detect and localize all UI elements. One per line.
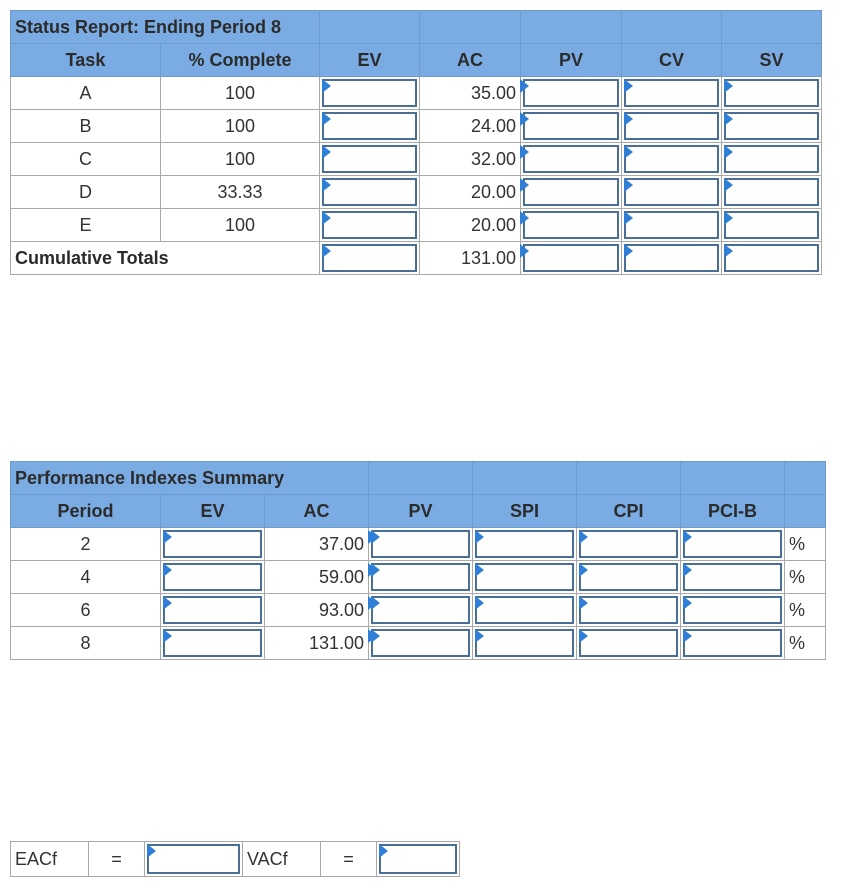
ac-cell: 59.00 <box>265 561 369 594</box>
sv-total-input[interactable] <box>722 242 822 275</box>
percent-unit: % <box>785 627 826 660</box>
task-cell: D <box>11 176 161 209</box>
period-cell: 8 <box>11 627 161 660</box>
ac-cell: 93.00 <box>265 594 369 627</box>
status-report-table <box>10 10 822 275</box>
table-row <box>11 561 826 594</box>
col-header-sv: SV <box>722 44 822 77</box>
pv-total-input[interactable] <box>521 242 622 275</box>
pci-b-input[interactable] <box>681 627 785 660</box>
percent-unit: % <box>785 594 826 627</box>
task-cell: B <box>11 110 161 143</box>
ac-cell: 32.00 <box>420 143 521 176</box>
period-cell: 6 <box>11 594 161 627</box>
pv-input[interactable] <box>521 176 622 209</box>
table-row <box>11 627 826 660</box>
pci-b-input[interactable] <box>681 528 785 561</box>
table-row <box>11 110 822 143</box>
spi-input[interactable] <box>473 528 577 561</box>
table-row <box>11 209 822 242</box>
cv-input[interactable] <box>622 209 722 242</box>
percent-unit: % <box>785 561 826 594</box>
ev-input[interactable] <box>161 528 265 561</box>
sv-input[interactable] <box>722 110 822 143</box>
pci-b-input[interactable] <box>681 594 785 627</box>
pv-input[interactable] <box>369 528 473 561</box>
table-row <box>11 77 822 110</box>
ev-input[interactable] <box>320 209 420 242</box>
forecast-table <box>10 841 460 877</box>
table-row <box>11 528 826 561</box>
pv-input[interactable] <box>521 110 622 143</box>
task-cell: E <box>11 209 161 242</box>
ac-cell: 35.00 <box>420 77 521 110</box>
ac-cell: 37.00 <box>265 528 369 561</box>
col-header-period: Period <box>11 495 161 528</box>
cpi-input[interactable] <box>577 594 681 627</box>
col-header-cv: CV <box>622 44 722 77</box>
ev-input[interactable] <box>320 77 420 110</box>
ac-cell: 131.00 <box>265 627 369 660</box>
sv-input[interactable] <box>722 77 822 110</box>
equals-sign: = <box>321 842 377 877</box>
cv-input[interactable] <box>622 110 722 143</box>
cv-input[interactable] <box>622 176 722 209</box>
ev-total-input[interactable] <box>320 242 420 275</box>
col-header-ev: EV <box>161 495 265 528</box>
pv-input[interactable] <box>369 627 473 660</box>
col-header-pv: PV <box>369 495 473 528</box>
cpi-input[interactable] <box>577 627 681 660</box>
ac-cell: 20.00 <box>420 176 521 209</box>
status-report-title: Status Report: Ending Period 8 <box>11 11 320 44</box>
pct-complete-cell: 100 <box>161 209 320 242</box>
ac-total-cell: 131.00 <box>420 242 521 275</box>
eacf-input[interactable] <box>145 842 243 877</box>
col-header-cpi: CPI <box>577 495 681 528</box>
cv-input[interactable] <box>622 143 722 176</box>
pci-b-input[interactable] <box>681 561 785 594</box>
cpi-input[interactable] <box>577 561 681 594</box>
pct-complete-cell: 100 <box>161 77 320 110</box>
cv-input[interactable] <box>622 77 722 110</box>
ac-cell: 20.00 <box>420 209 521 242</box>
col-header-spi: SPI <box>473 495 577 528</box>
col-header-ac: AC <box>420 44 521 77</box>
performance-summary-title: Performance Indexes Summary <box>11 462 369 495</box>
forecast-row <box>11 842 460 877</box>
table-row <box>11 176 822 209</box>
ev-input[interactable] <box>161 594 265 627</box>
col-header-ac: AC <box>265 495 369 528</box>
equals-sign: = <box>89 842 145 877</box>
task-cell: A <box>11 77 161 110</box>
pct-complete-cell: 33.33 <box>161 176 320 209</box>
pct-complete-cell: 100 <box>161 143 320 176</box>
vacf-input[interactable] <box>377 842 460 877</box>
ev-input[interactable] <box>161 627 265 660</box>
cumulative-totals-label: Cumulative Totals <box>11 242 320 275</box>
col-header-pci-b: PCI-B <box>681 495 785 528</box>
pv-input[interactable] <box>521 77 622 110</box>
col-header-pv: PV <box>521 44 622 77</box>
totals-row <box>11 242 822 275</box>
eacf-label: EACf <box>11 842 89 877</box>
spi-input[interactable] <box>473 627 577 660</box>
col-header-pct-complete: % Complete <box>161 44 320 77</box>
ev-input[interactable] <box>161 561 265 594</box>
ev-input[interactable] <box>320 110 420 143</box>
table-row <box>11 594 826 627</box>
period-cell: 2 <box>11 528 161 561</box>
pv-input[interactable] <box>369 561 473 594</box>
cv-total-input[interactable] <box>622 242 722 275</box>
spi-input[interactable] <box>473 561 577 594</box>
ev-input[interactable] <box>320 176 420 209</box>
vacf-label: VACf <box>243 842 321 877</box>
pv-input[interactable] <box>521 209 622 242</box>
task-cell: C <box>11 143 161 176</box>
performance-indexes-table <box>10 461 826 660</box>
col-header-task: Task <box>11 44 161 77</box>
ac-cell: 24.00 <box>420 110 521 143</box>
period-cell: 4 <box>11 561 161 594</box>
pct-complete-cell: 100 <box>161 110 320 143</box>
pv-input[interactable] <box>521 143 622 176</box>
ev-input[interactable] <box>320 143 420 176</box>
table-row <box>11 143 822 176</box>
col-header-ev: EV <box>320 44 420 77</box>
spi-input[interactable] <box>473 594 577 627</box>
sv-input[interactable] <box>722 209 822 242</box>
sv-input[interactable] <box>722 143 822 176</box>
pv-input[interactable] <box>369 594 473 627</box>
cpi-input[interactable] <box>577 528 681 561</box>
sv-input[interactable] <box>722 176 822 209</box>
percent-unit: % <box>785 528 826 561</box>
